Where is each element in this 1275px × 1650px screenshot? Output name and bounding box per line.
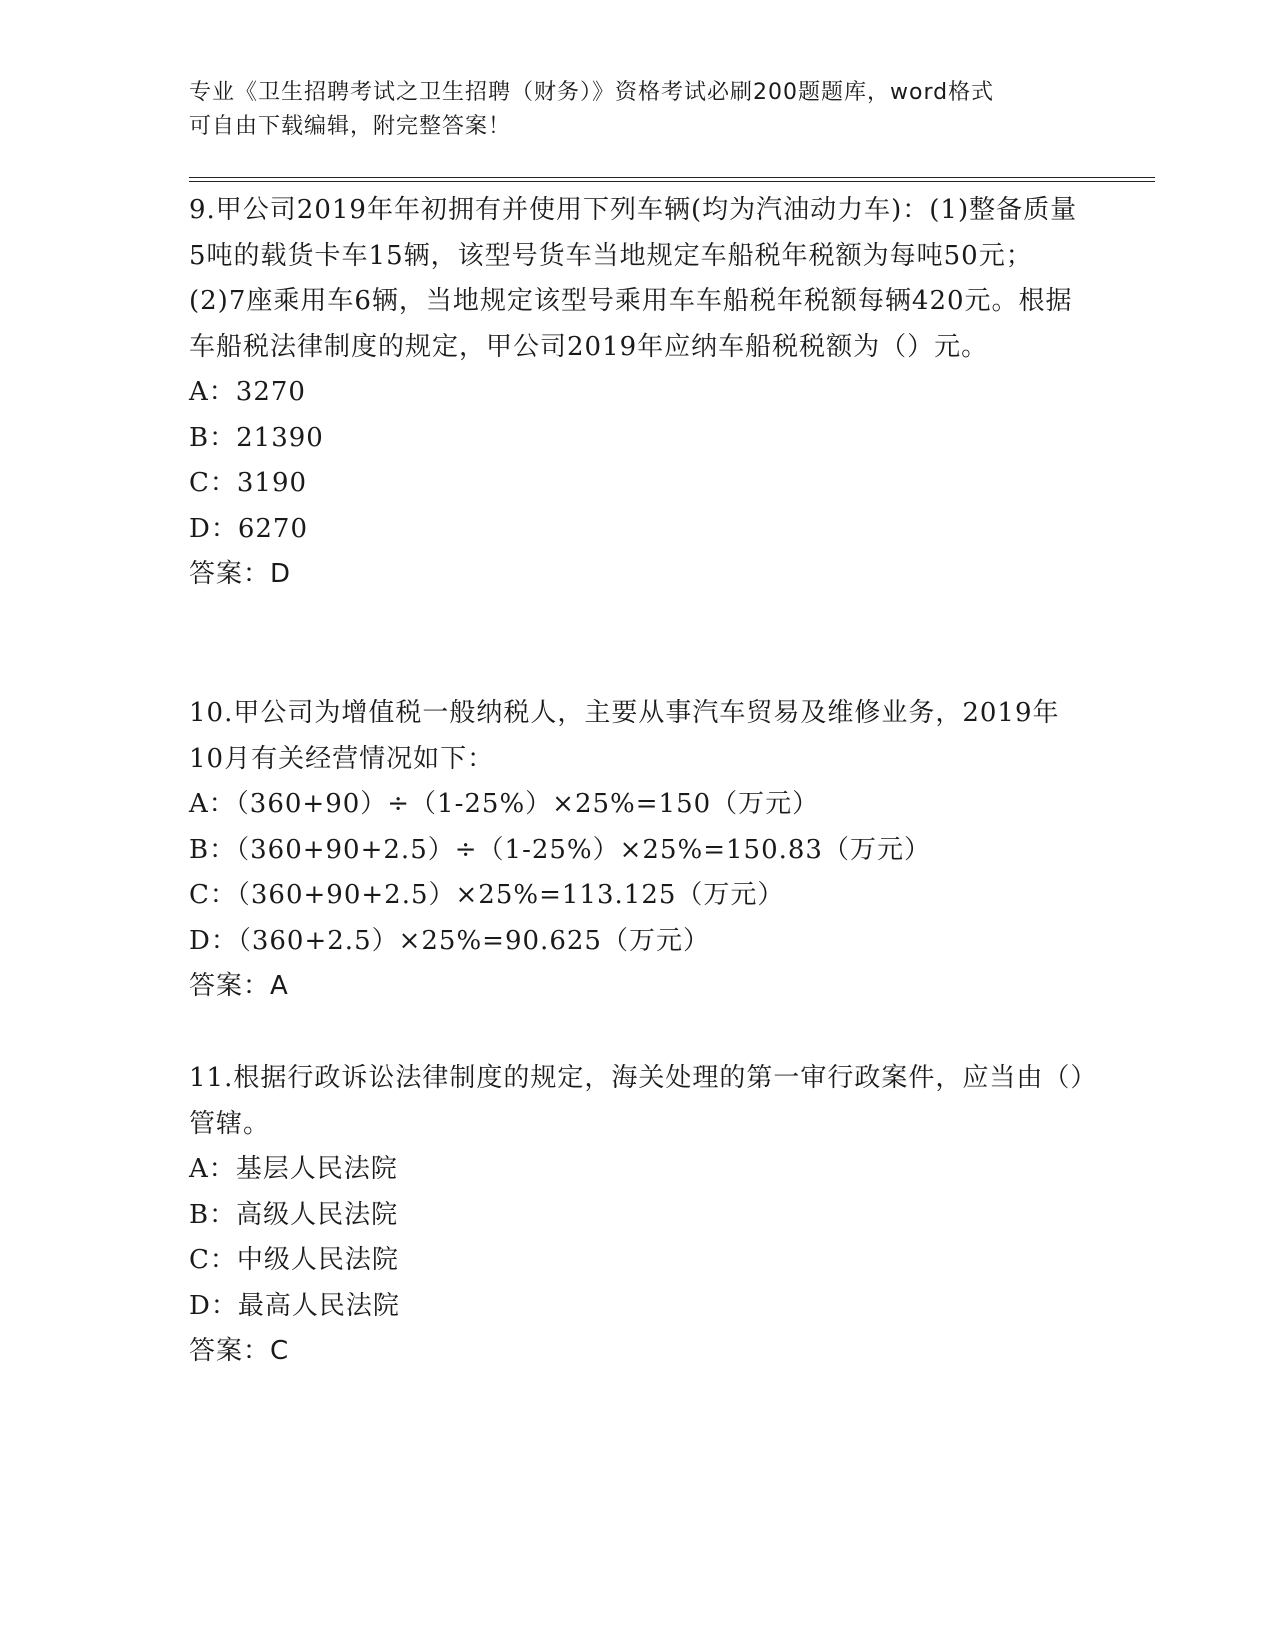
option-d: D：6270 [189,513,309,544]
answer-line: 答案：D [189,559,292,589]
header-divider-top [189,177,1155,178]
question-block [189,1056,1089,1375]
option-a: A：基层人民法院 [189,1154,398,1184]
question-stem: 9.甲公司2019年年初拥有并使用下列车辆(均为汽油动力车)：(1)整备质量5吨的载货卡车15辆，该型号货车当地规定车船税年税额为每吨50元；(2)7座乘用车6辆，当地规定该型号乘用车车船税年税额每辆420元。根据车船税法律制度的规定，甲公司2019年应纳车船税税额为（）元。 [189,195,1078,362]
question-block [189,691,1089,1010]
option-b: B：（360+90+2.5）÷（1-25%）×25%=150.83（万元） [189,834,931,865]
answer-line: 答案：C [189,1336,290,1366]
option-d: D：最高人民法院 [189,1290,400,1321]
option-b: B：21390 [189,422,324,453]
option-a: A：（360+90）÷（1-25%）×25%=150（万元） [189,789,820,819]
option-a: A：3270 [189,377,306,407]
question-block [189,188,1089,598]
document-header [189,76,1069,144]
option-c: C：中级人民法院 [189,1245,399,1275]
option-d: D：（360+2.5）×25%=90.625（万元） [189,925,710,956]
option-b: B：高级人民法院 [189,1199,399,1230]
header-divider-bottom [189,181,1155,182]
option-c: C：3190 [189,468,308,498]
question-stem: 11.根据行政诉讼法律制度的规定，海关处理的第一审行政案件，应当由（）管辖。 [189,1063,1085,1139]
header-line-2: 可自由下载编辑，附完整答案！ [189,114,512,139]
option-c: C：（360+90+2.5）×25%=113.125（万元） [189,880,785,910]
answer-line: 答案：A [189,971,289,1001]
header-line-1: 专业《卫生招聘考试之卫生招聘（财务）》资格考试必刷200题题库，word格式 [189,80,995,105]
question-stem: 10.甲公司为增值税一般纳税人，主要从事汽车贸易及维修业务，2019年10月有关经营情况如下： [189,698,1060,774]
